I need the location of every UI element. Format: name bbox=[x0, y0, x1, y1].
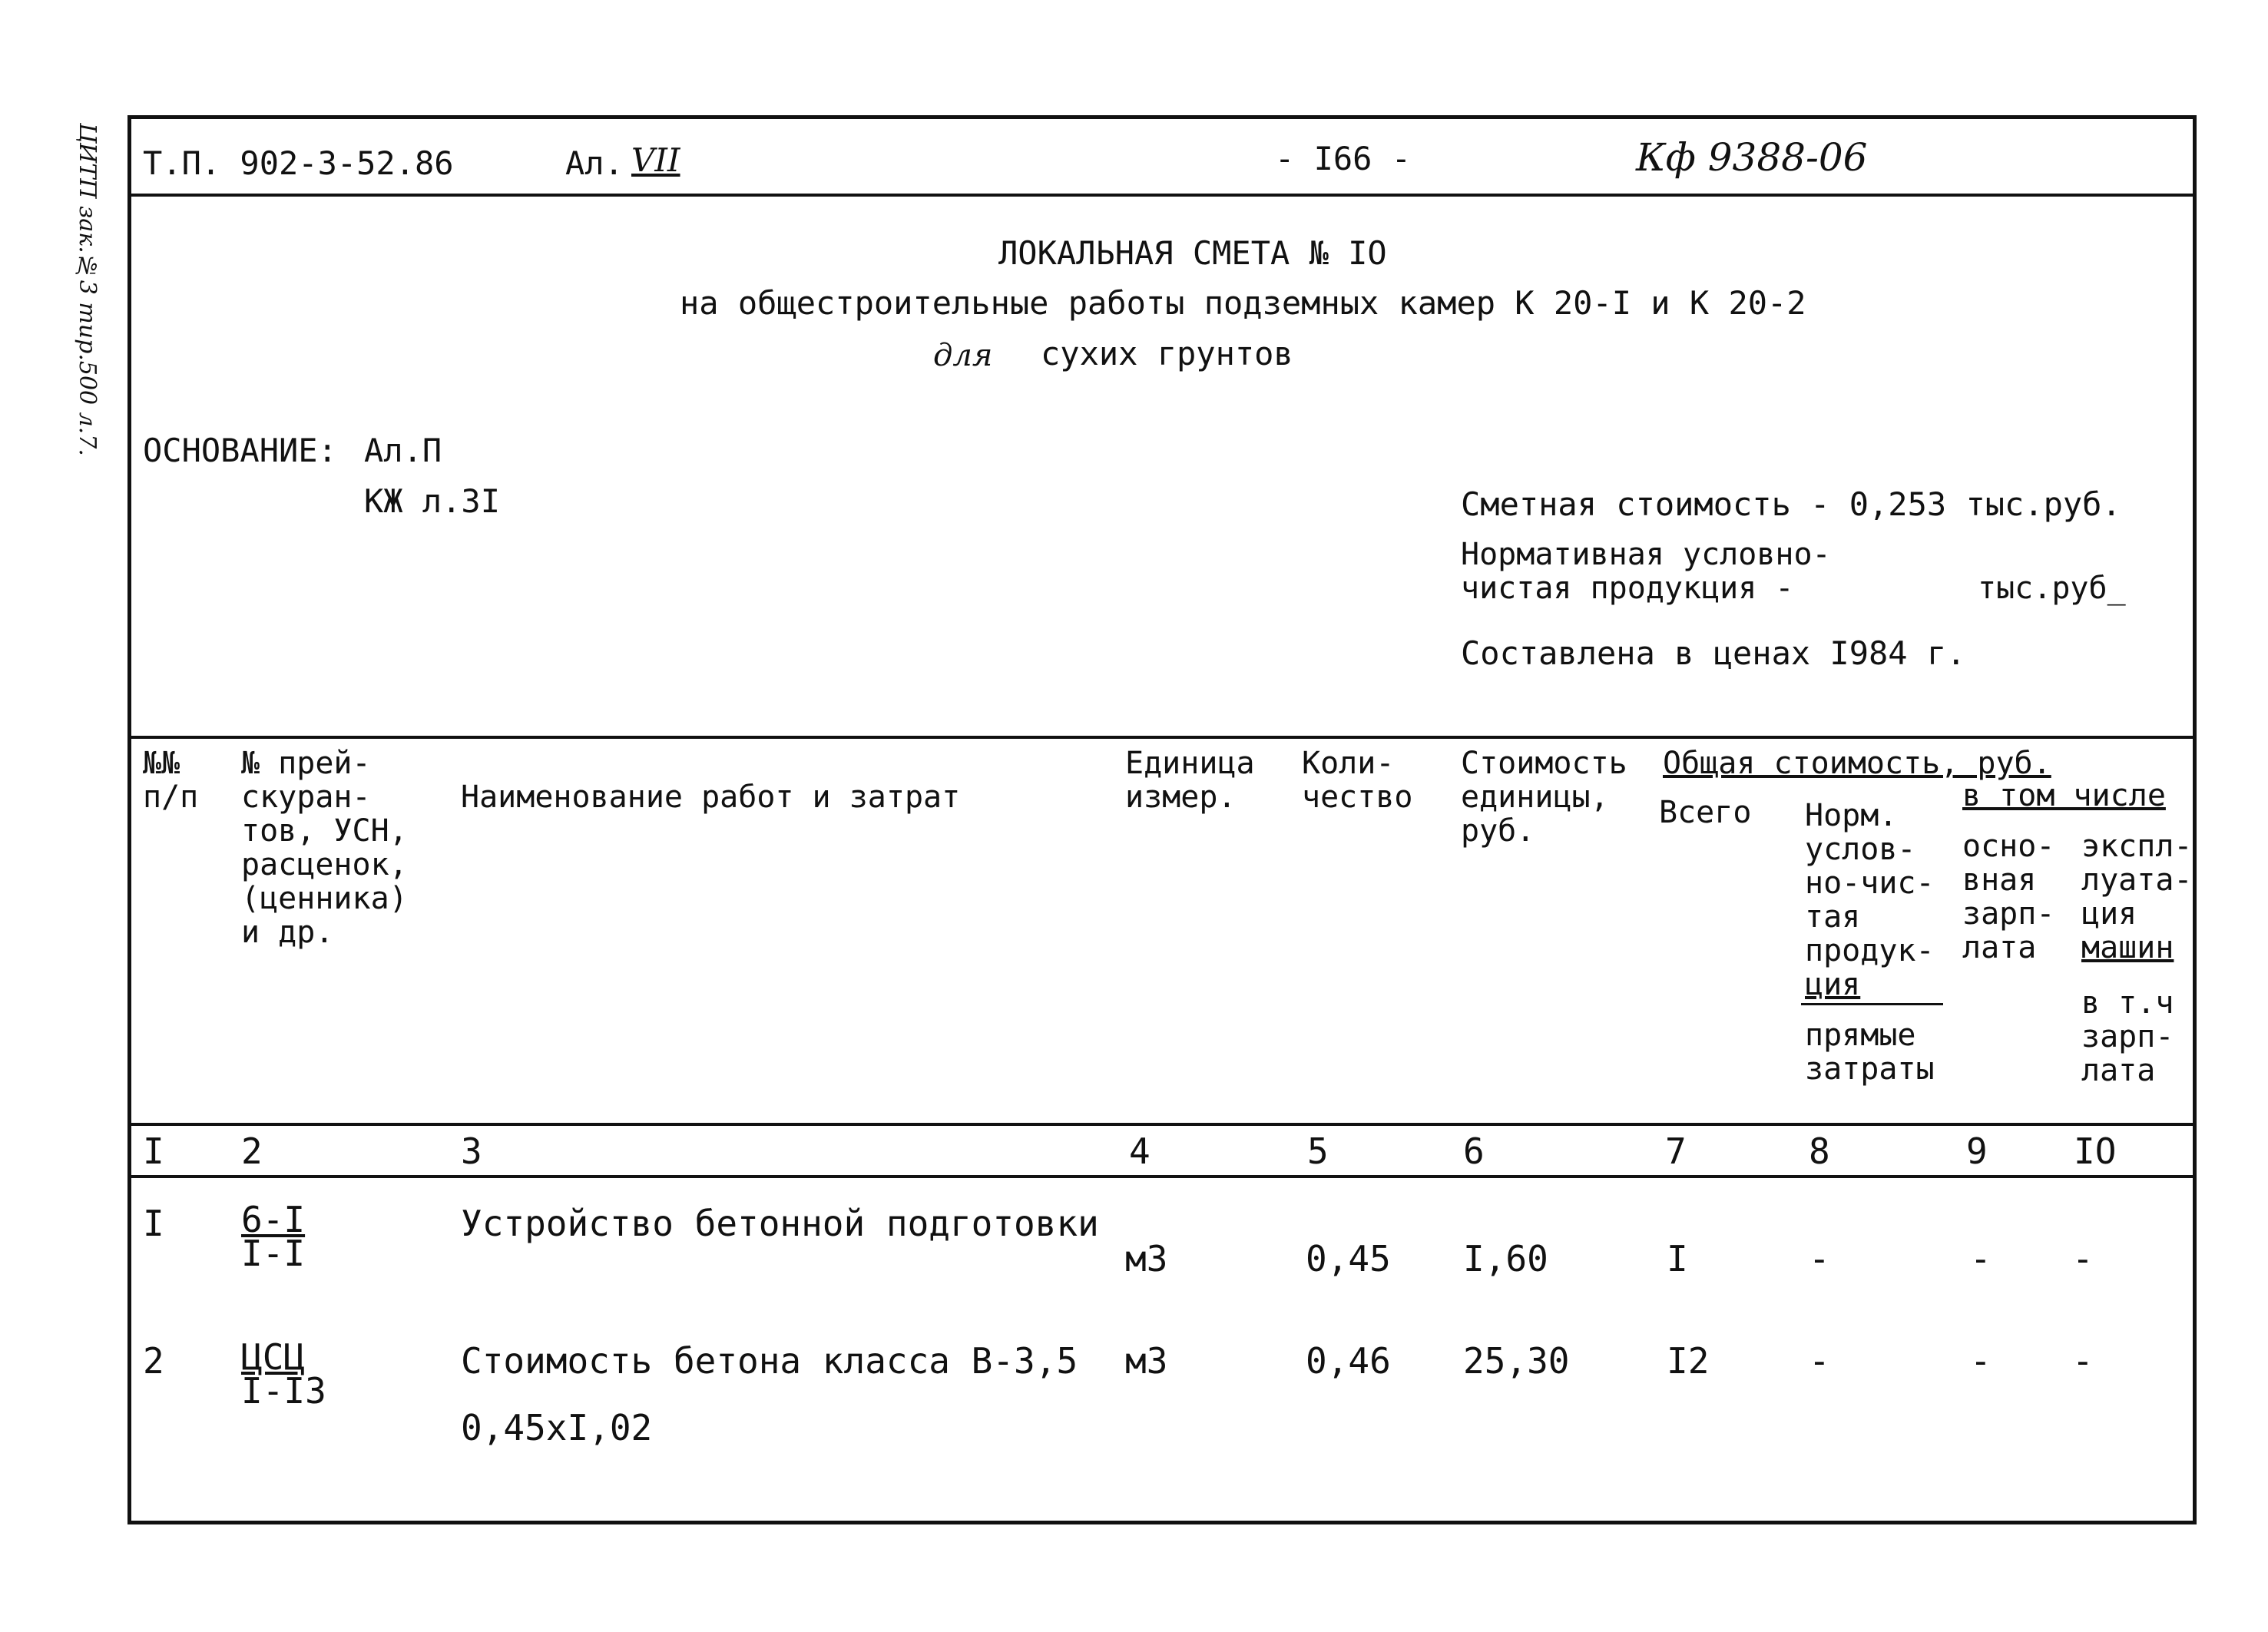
archive-stamp: Кф 9388-06 bbox=[1636, 135, 1868, 180]
basis-line-2: КЖ л.3I bbox=[364, 482, 501, 520]
col-number: 6 bbox=[1463, 1130, 1485, 1172]
row1-col10: - bbox=[2072, 1238, 2094, 1279]
page-number: - I66 - bbox=[1275, 140, 1412, 177]
col-number: 2 bbox=[241, 1130, 263, 1172]
norm-product-unit: тыс.руб_ bbox=[1978, 571, 2126, 606]
col-number: 7 bbox=[1665, 1130, 1687, 1172]
col8-header: Норм. услов- но-чис- тая продук- ция bbox=[1805, 798, 1935, 1002]
handwritten-note: для bbox=[933, 338, 993, 373]
col-number-rule bbox=[127, 1175, 2197, 1178]
col5-header: Коли- чество bbox=[1302, 746, 1413, 815]
side-stamp: ЦИТП зак.№3 тир.500 л.7. bbox=[74, 123, 101, 456]
col10-header: экспл- луата- ция машин bbox=[2081, 829, 2193, 965]
basis-label: ОСНОВАНИЕ: bbox=[143, 432, 337, 469]
row1-unit-cost: I,60 bbox=[1463, 1238, 1548, 1279]
col4-header: Единица измер. bbox=[1125, 746, 1255, 815]
row1-unit: м3 bbox=[1125, 1238, 1168, 1279]
row2-code: ЦСЦ I-I3 bbox=[241, 1336, 326, 1412]
doc-subtitle-2: сухих грунтов bbox=[1041, 335, 1293, 372]
top-bar-divider bbox=[127, 194, 2197, 197]
header-bottom-rule bbox=[127, 1123, 2197, 1126]
norm-product-line-2: чистая продукция - bbox=[1461, 571, 1794, 606]
row2-unit-cost: 25,30 bbox=[1463, 1340, 1570, 1382]
estimated-cost: Сметная стоимость - 0,253 тыс.руб. bbox=[1461, 485, 2121, 523]
col1-header: №№ п/п bbox=[143, 746, 199, 815]
row2-unit: м3 bbox=[1125, 1340, 1168, 1382]
col8-sub-header: прямые затраты bbox=[1805, 1018, 1935, 1087]
row2-qty: 0,46 bbox=[1306, 1340, 1391, 1382]
row2-col9: - bbox=[1970, 1340, 1992, 1382]
row1-num: I bbox=[143, 1203, 164, 1244]
row1-name: Устройство бетонной подготовки bbox=[461, 1203, 1099, 1244]
including-group-header: в том числе bbox=[1962, 778, 2166, 813]
row2-name-formula: 0,45xI,02 bbox=[461, 1407, 653, 1448]
row2-col8: - bbox=[1809, 1340, 1830, 1382]
col-number: 9 bbox=[1966, 1130, 1988, 1172]
doc-subtitle: на общестроительные работы подземных камер К 20-I и К 20-2 bbox=[680, 284, 1806, 322]
row2-name: Стоимость бетона класса В-3,5 bbox=[461, 1340, 1078, 1382]
album-label: Ал. bbox=[565, 144, 624, 182]
col3-header: Наименование работ и затрат bbox=[461, 780, 961, 815]
col9-header: осно- вная зарп- лата bbox=[1962, 829, 2055, 965]
table-top-rule bbox=[127, 736, 2197, 739]
row2-total: I2 bbox=[1667, 1340, 1710, 1382]
row1-code: 6-I I-I bbox=[241, 1199, 306, 1274]
doc-title: ЛОКАЛЬНАЯ СМЕТА № IO bbox=[998, 234, 1387, 272]
col8-sub-rule bbox=[1801, 1003, 1943, 1005]
norm-product-line-1: Нормативная условно- bbox=[1461, 537, 1831, 572]
col-number: I bbox=[143, 1130, 164, 1172]
row2-col10: - bbox=[2072, 1340, 2094, 1382]
row1-col8: - bbox=[1809, 1238, 1830, 1279]
row1-col9: - bbox=[1970, 1238, 1992, 1279]
row1-total: I bbox=[1667, 1238, 1688, 1279]
prices-year: Составлена в ценах I984 г. bbox=[1461, 634, 1966, 672]
col-number: IO bbox=[2074, 1130, 2117, 1172]
col2-header: № прей- скуран- тов, УСН, расценок, (ценника) и др. bbox=[241, 746, 408, 950]
col-number: 4 bbox=[1129, 1130, 1151, 1172]
row2-num: 2 bbox=[143, 1340, 164, 1382]
col-number: 8 bbox=[1809, 1130, 1830, 1172]
col-number: 3 bbox=[461, 1130, 482, 1172]
total-cost-group-header: Общая стоимость, руб. bbox=[1663, 746, 2051, 781]
col6-header: Стоимость единицы, руб. bbox=[1461, 746, 1627, 849]
album-number: VII bbox=[631, 141, 680, 179]
project-code: Т.П. 902-3-52.86 bbox=[143, 144, 454, 182]
col10-sub-header: в т.ч зарп- лата bbox=[2081, 985, 2174, 1088]
basis-line-1: Ал.П bbox=[364, 432, 442, 469]
col-number: 5 bbox=[1307, 1130, 1329, 1172]
col7-header: Всего bbox=[1659, 795, 1752, 830]
row1-qty: 0,45 bbox=[1306, 1238, 1391, 1279]
